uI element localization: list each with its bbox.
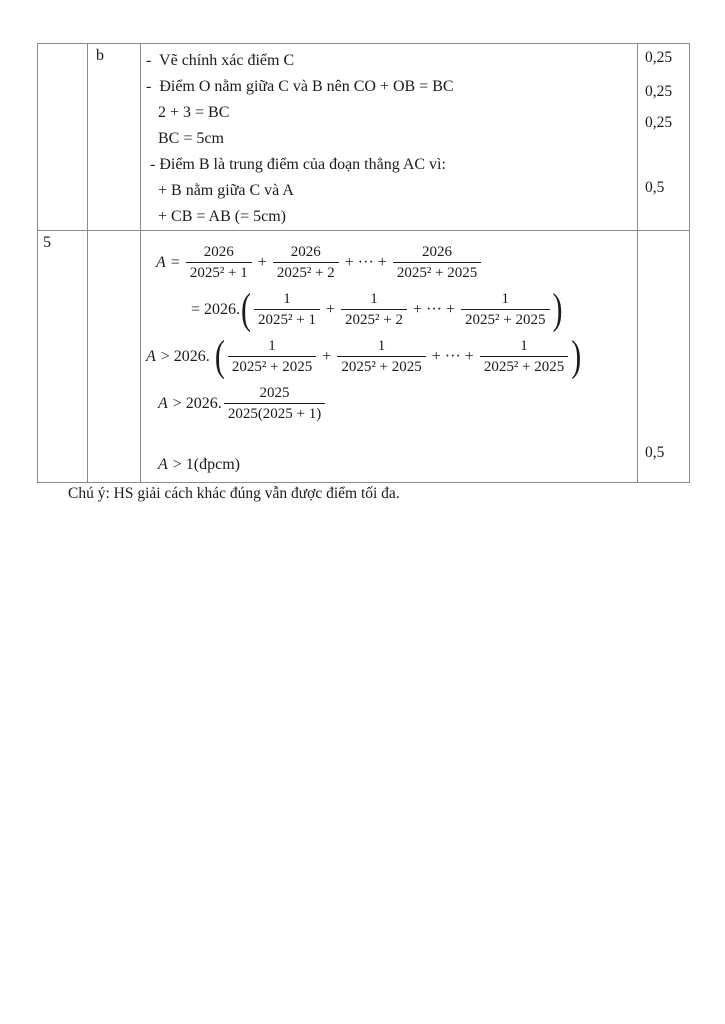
math-variable: A [158,394,168,412]
table-row-5 [38,231,689,482]
fraction-denominator: 2025² + 1 [254,309,320,329]
fraction-numerator: 2026 [422,244,453,260]
fraction-denominator: 2025² + 2025 [461,309,549,329]
math-text: + ··· + [427,347,478,365]
fraction [186,243,252,282]
math-text: + [322,300,340,318]
big-parenthesis: ( [214,331,225,380]
fraction-numerator: 1 [268,338,276,354]
grading-note: Chú ý: HS giải cách khác đúng vẫn được điểm tối đa. [68,485,400,502]
fraction [461,290,549,329]
answer-line: + B nằm giữa C và A [146,182,294,199]
formula-line [146,286,637,333]
fraction-denominator: 2025² + 2025 [228,356,316,376]
math-text: > 1(đpcm) [168,456,241,473]
answer-key-table [37,43,690,483]
fraction [228,337,316,376]
question-number: 5 [43,234,51,251]
fraction-numerator: 2026 [290,244,321,260]
score-value: 0,5 [645,179,665,196]
formula-line [146,333,637,380]
fraction-denominator: 2025² + 2 [341,309,407,329]
math-text: + [253,253,271,271]
score-value: 0,25 [645,114,673,131]
fraction-denominator: 2025² + 2 [273,262,339,282]
fraction-denominator: 2025² + 2025 [480,356,568,376]
math-variable: A [156,253,166,271]
table-row-b [38,44,689,231]
score-value: 0,5 [645,444,665,461]
fraction [480,337,568,376]
formula-area [146,239,637,475]
fraction [337,337,425,376]
big-parenthesis: ) [571,331,582,380]
fraction [224,384,325,423]
math-text: + ··· + [340,253,391,271]
fraction-denominator: 2025² + 2025 [393,262,481,282]
math-text: + ··· + [409,300,460,318]
fraction-numerator: 1 [501,291,510,307]
fraction [273,243,339,282]
formula-line [146,239,637,286]
answer-line: - Điểm B là trung điểm của đoạn thẳng AC vì: [146,156,446,173]
answer-line: - Vẽ chính xác điểm C [146,52,295,69]
math-text: = 2026. [191,300,241,318]
formula-line [146,380,637,427]
fraction-numerator: 1 [520,338,528,354]
answer-content-cell [141,44,638,230]
formula-line [146,455,637,475]
fraction-numerator: 2026 [203,244,234,260]
fraction-denominator: 2025(2025 + 1) [224,403,325,423]
big-parenthesis: ( [241,284,252,333]
math-variable: A [146,347,156,365]
answer-line: BC = 5cm [146,130,224,147]
fraction-numerator: 2025 [259,385,290,401]
question-number-cell [38,231,88,482]
part-label: b [96,47,104,64]
fraction [393,243,481,282]
math-variable: A [158,456,168,473]
fraction-numerator: 1 [370,291,378,307]
math-text: > 2026. [168,394,222,412]
big-parenthesis: ) [552,284,563,333]
fraction [341,290,407,329]
points-cell [638,231,689,482]
points-cell [638,44,689,230]
fraction-numerator: 1 [377,338,386,354]
math-text: > 2026. [156,347,214,365]
fraction-numerator: 1 [283,291,291,307]
math-text: = [166,253,184,271]
part-label-cell [88,231,141,482]
math-text: + [318,347,336,365]
fraction-denominator: 2025² + 2025 [337,356,425,376]
fraction [254,290,320,329]
answer-line: - Điểm O nằm giữa C và B nên CO + OB = BC [146,78,454,95]
part-label-cell [88,44,141,230]
solution-content-cell [141,231,638,482]
score-value: 0,25 [645,49,673,66]
answer-line: 2 + 3 = BC [146,104,230,121]
fraction-denominator: 2025² + 1 [186,262,252,282]
question-number-cell [38,44,88,230]
score-value: 0,25 [645,83,673,100]
answer-line: + CB = AB (= 5cm) [146,208,286,225]
